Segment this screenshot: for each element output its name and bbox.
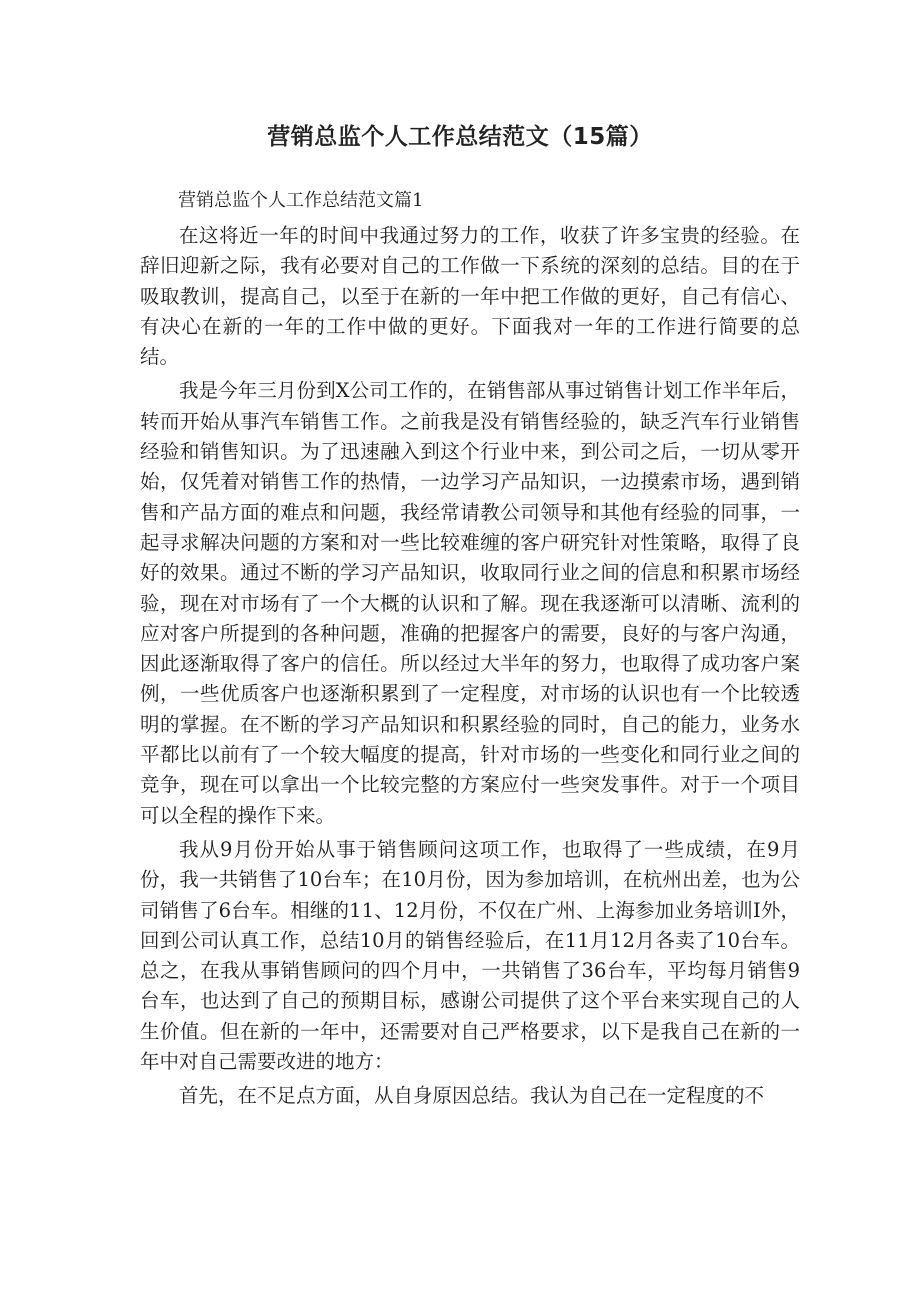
section-subheading: 营销总监个人工作总结范文篇1 [178, 190, 424, 211]
document-body [140, 186, 800, 1112]
paragraph-sales-results: 我从9月份开始从事于销售顾问这项工作，也取得了一些成绩，在9月份，我一共销售了10台车；在10月份，因为参加培训，在杭州出差，也为公司销售了6台车。相继的11、12月份，不仅在广州、上海参加业务培训I外，回到公司认真工作，总结10月的销售经验后，在11月12月各卖了10台车。总之，在我从事销售顾问的四个月中，一共销售了36台车，平均每月销售9台车，也达到了自己的预期目标，感谢公司提供了这个平台来实现自己的人生价值。但在新的一年中，还需要对自己严格要求，以下是我自己在新的一年中对自己需要改进的地方： [140, 837, 800, 1074]
paragraph-shortcomings: 首先，在不足点方面，从自身原因总结。我认为自己在一定程度的不 [179, 1084, 765, 1108]
document-title: 营销总监个人工作总结范文（15篇） [267, 124, 653, 150]
paragraph-intro: 在这将近一年的时间中我通过努力的工作，收获了许多宝贵的经验。在辞旧迎新之际，我有必要对自己的工作做一下系统的深刻的总结。目的在于吸取教训，提高自己，以至于在新的一年中把工作做的更好，自己有信心、有决心在新的一年的工作中做的更好。下面我对一年的工作进行简要的总结。 [140, 224, 800, 369]
paragraph-experience: 我是今年三月份到X公司工作的，在销售部从事过销售计划工作半年后，转而开始从事汽车销售工作。之前我是没有销售经验的，缺乏汽车行业销售经验和销售知识。为了迅速融入到这个行业中来，到公司之后，一切从零开始，仅凭着对销售工作的热情，一边学习产品知识，一边摸索市场，遇到销售和产品方面的难点和问题，我经常请教公司领导和其他有经验的同事，一起寻求解决问题的方案和对一些比较难缠的客户研究针对性策略，取得了良好的效果。通过不断的学习产品知识，收取同行业之间的信息和积累市场经验，现在对市场有了一个大概的认识和了解。现在我逐渐可以清晰、流利的应对客户所提到的各种问题，准确的把握客户的需要，良好的与客户沟通，因此逐渐取得了客户的信任。所以经过大半年的努力，也取得了成功客户案例，一些优质客户也逐渐积累到了一定程度，对市场的认识也有一个比较透明的掌握。在不断的学习产品知识和积累经验的同时，自己的能力，业务水平都比以前有了一个较大幅度的提高，针对市场的一些变化和同行业之间的竞争，现在可以拿出一个比较完整的方案应付一些突发事件。对于一个项目可以全程的操作下来。 [140, 379, 800, 827]
